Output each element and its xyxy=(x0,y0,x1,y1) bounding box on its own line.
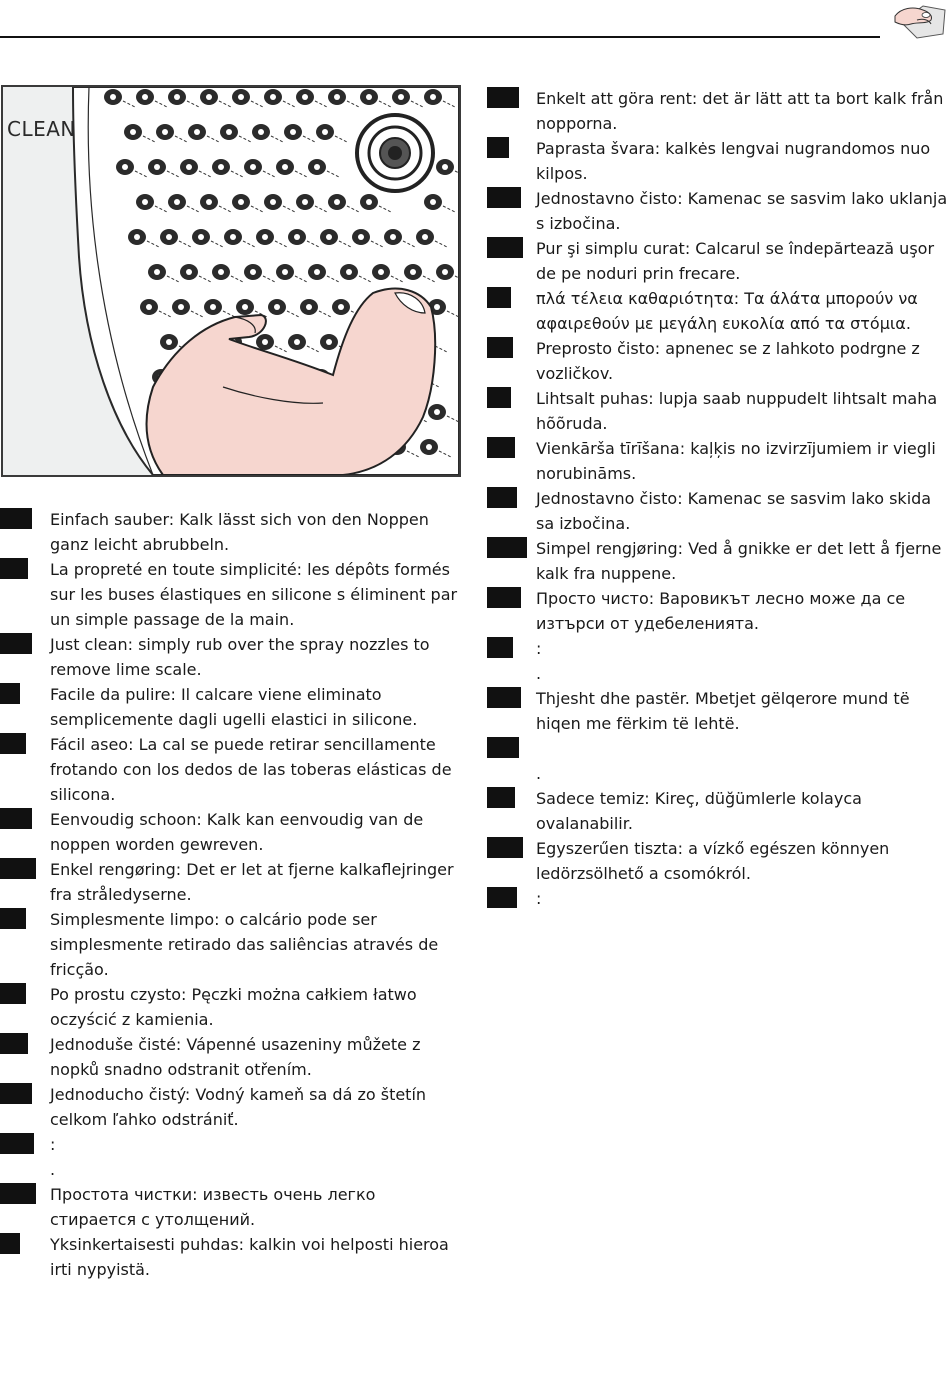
language-entry xyxy=(487,636,950,686)
language-marker xyxy=(0,858,36,879)
nozzle-hole xyxy=(302,199,308,205)
language-entry xyxy=(0,1032,466,1082)
language-marker xyxy=(487,687,521,708)
language-marker xyxy=(0,908,26,929)
nozzle-hole xyxy=(134,234,140,240)
nozzle-hole xyxy=(378,269,384,275)
entry-text: Facile da pulire: Il calcare viene eliminato semplicemente dagli ugelli elastici in silicone. xyxy=(50,685,418,729)
language-entry xyxy=(487,736,950,786)
nozzle-hole xyxy=(198,234,204,240)
language-marker xyxy=(487,887,517,908)
nozzle-hole xyxy=(142,199,148,205)
language-marker xyxy=(0,1183,36,1204)
language-marker xyxy=(487,187,521,208)
language-entry xyxy=(487,436,950,486)
nozzle-hole xyxy=(430,94,436,100)
entry-text: Just clean: simply rub over the spray nozzles to remove lime scale. xyxy=(50,635,430,679)
language-marker xyxy=(487,237,523,258)
left-column xyxy=(0,507,466,1282)
nozzle-hole xyxy=(314,269,320,275)
nozzle-hole xyxy=(322,129,328,135)
nozzle-hole xyxy=(194,129,200,135)
entry-text: Thjesht dhe pastër. Mbetjet gëlqerore mund të hiqen me fërkim të lehtë. xyxy=(536,689,910,733)
language-entry xyxy=(487,886,950,911)
language-marker xyxy=(0,508,32,529)
nozzle-hole xyxy=(226,129,232,135)
nozzle-hole xyxy=(442,269,448,275)
entry-text: Eenvoudig schoon: Kalk kan eenvoudig van de noppen worden gewreven. xyxy=(50,810,424,854)
language-entry xyxy=(0,857,466,907)
language-entry xyxy=(487,236,950,286)
language-entry xyxy=(0,557,466,632)
nozzle-hole xyxy=(282,164,288,170)
language-entry xyxy=(487,786,950,836)
nozzle-hole xyxy=(274,304,280,310)
nozzle-hole xyxy=(334,94,340,100)
language-entry xyxy=(487,86,950,136)
nozzle-hole xyxy=(422,234,428,240)
clean-label: CLEAN xyxy=(7,117,76,141)
nozzle-hole xyxy=(358,234,364,240)
entry-text: Po prostu czysto: Pęczki można całkiem łatwo oczyścić z kamienia. xyxy=(50,985,417,1029)
nozzle-hole xyxy=(366,94,372,100)
nozzle-hole xyxy=(282,269,288,275)
entry-text: Preprosto čisto: apnenec se z lahkoto podrgne z vozličkov. xyxy=(536,339,920,383)
entry-text: Pur şi simplu curat: Calcarul se îndepărtează uşor de pe noduri prin frecare. xyxy=(536,239,935,283)
nozzle-hole xyxy=(210,304,216,310)
nozzle-hole xyxy=(434,304,440,310)
entry-text: Enkelt att göra rent: det är lätt att ta bort kalk från nopporna. xyxy=(536,89,944,133)
language-entry xyxy=(0,982,466,1032)
language-marker xyxy=(487,637,513,658)
language-marker xyxy=(0,683,20,704)
nozzle-hole xyxy=(326,234,332,240)
nozzle-hole xyxy=(174,199,180,205)
nozzle-hole xyxy=(238,94,244,100)
entry-text: Simplesmente limpo: o calcário pode ser simplesmente retirado das saliências através de fricção. xyxy=(50,910,439,979)
nozzle-hole xyxy=(218,269,224,275)
language-marker xyxy=(0,633,32,654)
language-entry xyxy=(0,807,466,857)
entry-text: Jednoduše čisté: Vápenné usazeniny můžete z nopků snadno odstranit otřením. xyxy=(50,1035,421,1079)
language-entry xyxy=(0,732,466,807)
nozzle-hole xyxy=(410,269,416,275)
language-marker xyxy=(0,1033,28,1054)
nozzle-hole xyxy=(178,304,184,310)
language-entry xyxy=(487,536,950,586)
language-marker xyxy=(0,983,26,1004)
language-entry xyxy=(487,586,950,636)
language-marker xyxy=(487,537,527,558)
entry-text: : xyxy=(536,889,542,908)
nozzle-hole xyxy=(442,164,448,170)
language-marker xyxy=(0,1083,32,1104)
language-marker xyxy=(487,87,519,108)
entry-text: Jednoducho čistý: Vodný kameň sa dá zo štetín celkom ľahko odstrániť. xyxy=(50,1085,427,1129)
entry-text: Sadece temiz: Kireç, düğümlerle kolayca ovalanabilir. xyxy=(536,789,862,833)
language-marker xyxy=(0,1233,20,1254)
nozzle-hole xyxy=(154,269,160,275)
language-entry xyxy=(487,386,950,436)
nozzle-hole xyxy=(346,269,352,275)
language-entry xyxy=(0,1182,466,1232)
nozzle-hole xyxy=(250,269,256,275)
language-entry xyxy=(487,286,950,336)
nozzle-hole xyxy=(270,94,276,100)
language-entry xyxy=(487,686,950,736)
entry-text: Просто чисто: Варовикът лесно може да се изтърси от удебеленията. xyxy=(536,589,906,633)
entry-text: πλά τέλεια καθαριότητα: Τα άλάτα μπορούν να αφαιρεθούν με μεγάλη ευκολία από τα στόμια. xyxy=(536,289,918,333)
entry-text: Enkel rengøring: Det er let at fjerne kalkaflejringer fra stråledyserne. xyxy=(50,860,454,904)
language-entry xyxy=(0,1232,466,1282)
entry-text: Vienkārša tīrīšana: kaļķis no izvirzījumiem ir viegli norubināms. xyxy=(536,439,936,483)
language-marker xyxy=(487,437,515,458)
nozzle-hole xyxy=(326,339,332,345)
entry-text: Egyszerűen tiszta: a vízkő egészen könnyen ledörzsölhető a csomókról. xyxy=(536,839,890,883)
nozzle-hole xyxy=(242,304,248,310)
nozzle-hole xyxy=(390,234,396,240)
hand-cleaning-icon xyxy=(893,0,950,40)
nozzle-hole xyxy=(166,234,172,240)
nozzle-hole xyxy=(250,164,256,170)
nozzle-hole xyxy=(230,234,236,240)
nozzle-hole xyxy=(258,129,264,135)
nozzle-hole xyxy=(290,129,296,135)
nozzle-hole xyxy=(142,94,148,100)
nozzle-hole xyxy=(262,339,268,345)
language-entry xyxy=(0,682,466,732)
nozzle-hole xyxy=(430,199,436,205)
nozzle-hole xyxy=(426,444,432,450)
language-marker xyxy=(487,787,515,808)
entry-text: Einfach sauber: Kalk lässt sich von den Noppen ganz leicht abrubbeln. xyxy=(50,510,429,554)
entry-text: . xyxy=(536,764,542,783)
nozzle-hole xyxy=(122,164,128,170)
language-marker xyxy=(487,587,521,608)
language-entry xyxy=(0,632,466,682)
language-marker xyxy=(487,137,509,158)
language-marker xyxy=(487,337,513,358)
language-entry xyxy=(487,836,950,886)
language-marker xyxy=(0,1133,34,1154)
nozzle-hole xyxy=(366,199,372,205)
nozzle-hole xyxy=(270,199,276,205)
nozzle-hole xyxy=(186,269,192,275)
language-entry xyxy=(0,1132,466,1182)
entry-text: Jednostavno čisto: Kamenac se sasvim lako skida sa izbočina. xyxy=(536,489,932,533)
language-entry xyxy=(0,507,466,557)
nozzle-hole xyxy=(130,129,136,135)
language-entry xyxy=(487,486,950,536)
entry-text: Jednostavno čisto: Kamenac se sasvim lako uklanja s izbočina. xyxy=(536,189,948,233)
nozzle-hole xyxy=(334,199,340,205)
nozzle-hole xyxy=(154,164,160,170)
nozzle-hole xyxy=(206,199,212,205)
nozzle-hole xyxy=(166,339,172,345)
right-column xyxy=(487,86,950,911)
nozzle-hole xyxy=(338,304,344,310)
nozzle-hole xyxy=(110,94,116,100)
language-entry xyxy=(487,186,950,236)
language-entry xyxy=(487,336,950,386)
entry-text: Yksinkertaisesti puhdas: kalkin voi helposti hieroa irti nypyistä. xyxy=(50,1235,449,1279)
nozzle-hole xyxy=(302,94,308,100)
nozzle-hole xyxy=(186,164,192,170)
entry-text: Paprasta švara: kalkės lengvai nugrandomos nuo kilpos. xyxy=(536,139,931,183)
header-rule xyxy=(0,36,880,38)
nozzle-hole xyxy=(174,94,180,100)
nozzle-hole xyxy=(146,304,152,310)
entry-text: La propreté en toute simplicité: les dépôts formés sur les buses élastiques en silicone s éliminent par un simple passage de la main. xyxy=(50,560,458,629)
language-marker xyxy=(487,737,519,758)
language-marker xyxy=(0,733,26,754)
nozzle-hole xyxy=(398,94,404,100)
nozzle-hole xyxy=(218,164,224,170)
entry-text: : . xyxy=(536,639,542,683)
nozzle-hole xyxy=(206,94,212,100)
language-marker xyxy=(0,808,32,829)
nozzle-hole xyxy=(262,234,268,240)
language-marker xyxy=(487,387,511,408)
nozzle-hole xyxy=(306,304,312,310)
language-entry xyxy=(487,136,950,186)
nozzle-hole xyxy=(314,164,320,170)
entry-text: Simpel rengjøring: Ved å gnikke er det lett å fjerne kalk fra nuppene. xyxy=(536,539,942,583)
language-entry xyxy=(0,907,466,982)
language-marker xyxy=(487,287,511,308)
entry-text: : . xyxy=(50,1135,56,1179)
language-entry xyxy=(0,1082,466,1132)
language-marker xyxy=(487,487,517,508)
nozzle-hole xyxy=(238,199,244,205)
shower-head-illustration xyxy=(1,85,461,477)
entry-text: Fácil aseo: La cal se puede retirar sencillamente frotando con los dedos de las toberas elásticas de silicona. xyxy=(50,735,452,804)
nozzle-hole xyxy=(434,409,440,415)
entry-text: Lihtsalt puhas: lupja saab nuppudelt lihtsalt maha hõõruda. xyxy=(536,389,938,433)
language-marker xyxy=(0,558,28,579)
entry-text: Простота чистки: известь очень легко стирается с утолщений. xyxy=(50,1185,376,1229)
nozzle-hole xyxy=(162,129,168,135)
nozzle-hole xyxy=(294,234,300,240)
nozzle-hole xyxy=(294,339,300,345)
language-marker xyxy=(487,837,523,858)
